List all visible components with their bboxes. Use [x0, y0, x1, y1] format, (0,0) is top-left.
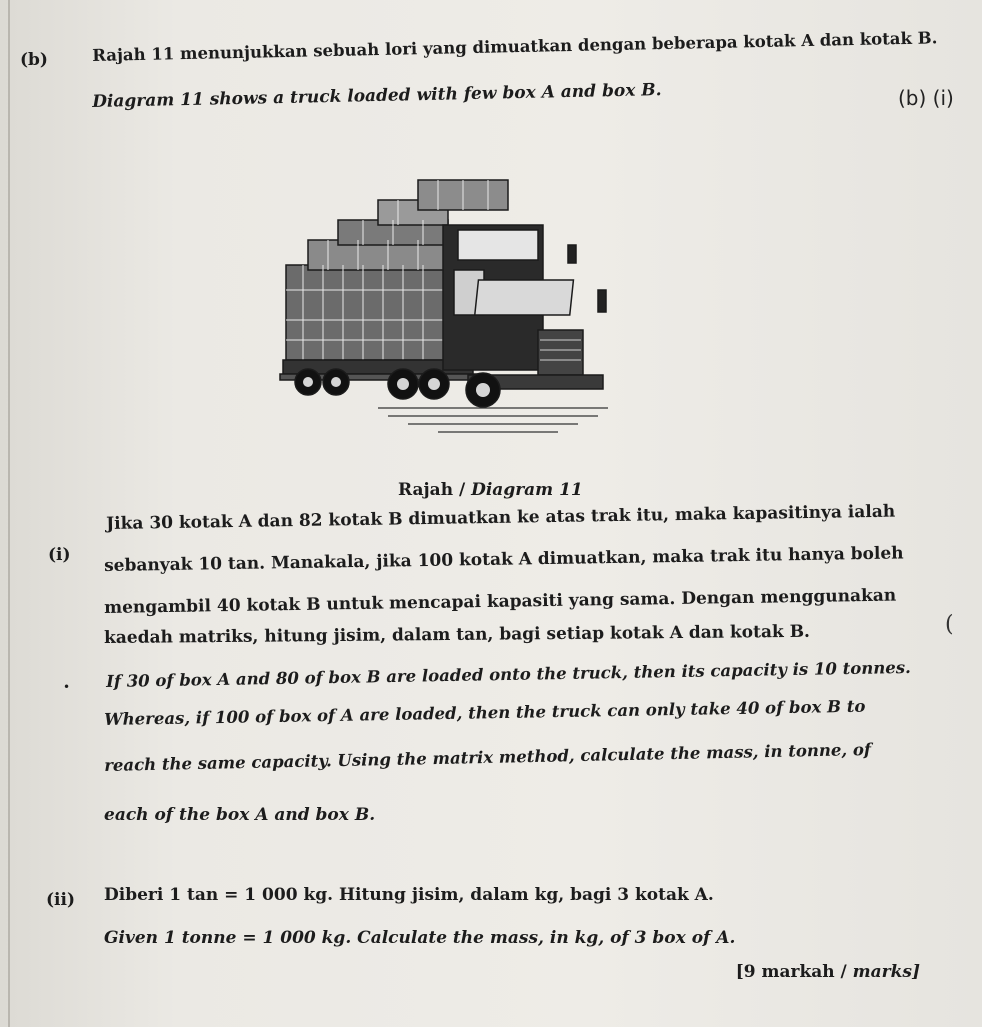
q1-malay-line-2: sebanyak 10 tan. Manakala, jika 100 kotak A dimuatkan, maka trak itu hanya boleh	[104, 543, 904, 576]
marks-allocation	[736, 962, 920, 982]
intro-malay: Rajah 11 menunjukkan sebuah lori yang dimuatkan dengan beberapa kotak A dan kotak B.	[92, 28, 938, 65]
part-label: (b)	[20, 50, 48, 70]
diagram-caption-english: Diagram 11	[471, 480, 583, 500]
q1-english-line-4: each of the box A and box B.	[104, 805, 376, 825]
q1-english-line-3: reach the same capacity. Using the matrix method, calculate the mass, in tonne, of	[104, 739, 872, 775]
margin-note: (b) (i)	[898, 86, 954, 110]
diagram-caption	[398, 480, 583, 500]
marks-malay: [9 markah /	[735, 962, 853, 982]
q1-malay-line-4: kaedah matriks, hitung jisim, dalam tan, bagi setiap kotak A dan kotak B.	[104, 621, 811, 648]
q2-label: (ii)	[46, 890, 76, 910]
q1-malay-line-3: mengambil 40 kotak B untuk mencapai kapasiti yang sama. Dengan menggunakan	[104, 585, 897, 618]
marks-english: marks]	[852, 962, 920, 982]
q1-malay-line-1: Jika 30 kotak A dan 82 kotak B dimuatkan ke atas trak itu, maka kapasitinya ialah	[106, 501, 896, 534]
q2-malay: Diberi 1 tan = 1 000 kg. Hitung jisim, dalam kg, bagi 3 kotak A.	[104, 885, 714, 905]
stray-mark: •	[63, 680, 71, 694]
page-edge	[8, 0, 10, 1027]
diagram-caption-malay: Rajah /	[398, 480, 472, 500]
intro-english: Diagram 11 shows a truck loaded with few box A and box B.	[92, 80, 662, 112]
q1-english-line-2: Whereas, if 100 of box of A are loaded, then the truck can only take 40 of box B to	[104, 696, 866, 729]
q1-english-line-1: If 30 of box A and 80 of box B are loaded onto the truck, then its capacity is 10 tonnes.	[106, 657, 911, 691]
q2-english: Given 1 tonne = 1 000 kg. Calculate the mass, in kg, of 3 box of A.	[104, 928, 736, 948]
truck-illustration	[268, 170, 618, 460]
margin-bracket: (	[945, 612, 954, 637]
q1-label: (i)	[48, 545, 71, 565]
